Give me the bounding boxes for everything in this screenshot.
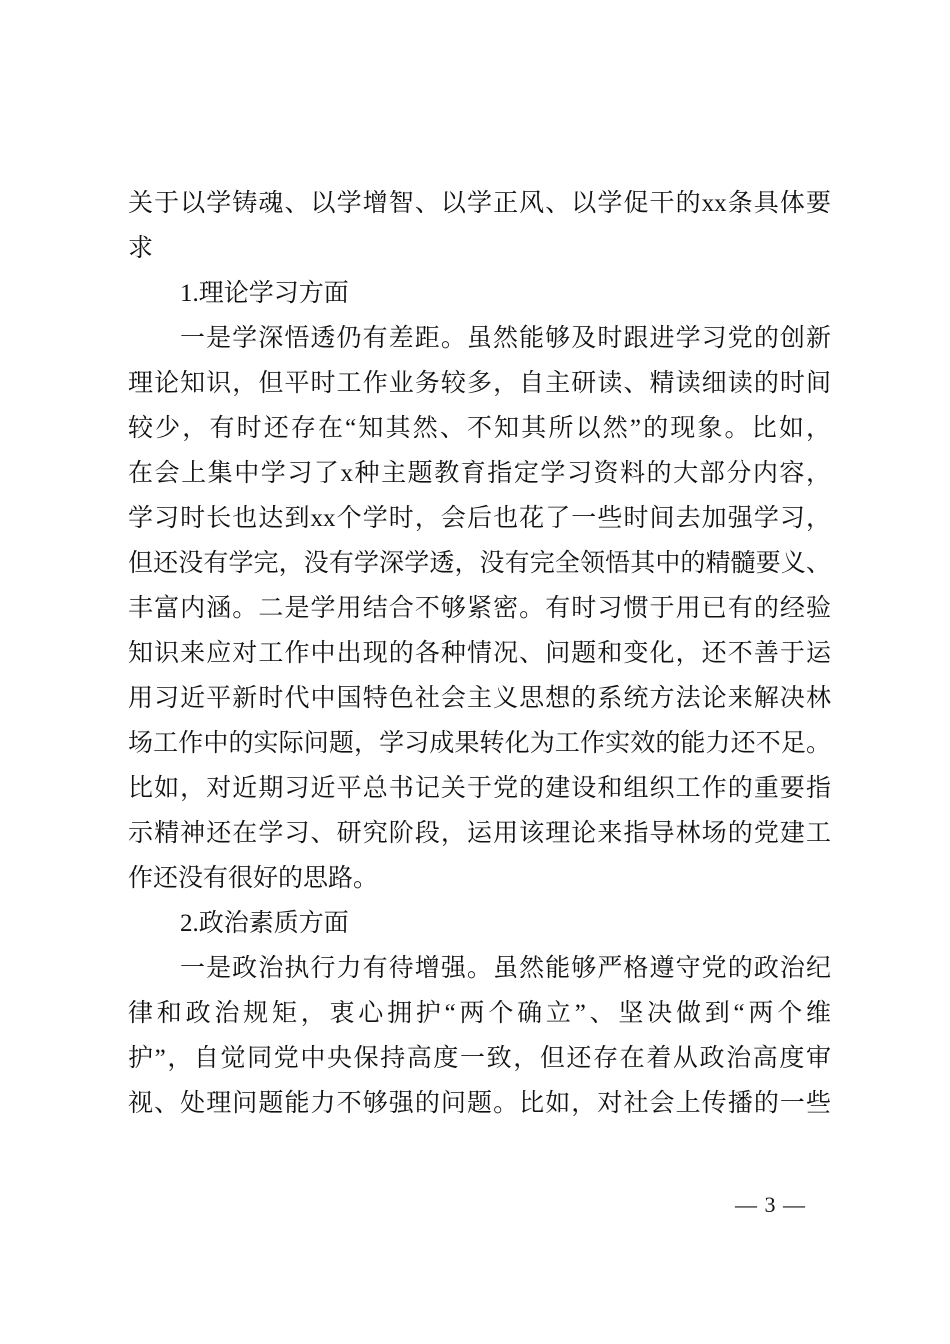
title-line: 关于以学铸魂、以学增智、以学正风、以学促干的xx条具体要	[128, 190, 831, 217]
paragraph-line: 一是学深悟透仍有差距。虽然能够及时跟进学习党的创新	[180, 325, 831, 352]
paragraph-line: 学习时长也达到xx个学时，会后也花了一些时间去加强学习，	[128, 505, 831, 532]
paragraph-line: 但还没有学完，没有学深学透，没有完全领悟其中的精髓要义、	[128, 550, 831, 577]
paragraph-line: 护”，自觉同党中央保持高度一致，但还存在着从政治高度审	[128, 1045, 831, 1072]
paragraph-line: 知识来应对工作中出现的各种情况、问题和变化，还不善于运	[128, 640, 831, 667]
title-line: 求	[128, 235, 154, 262]
paragraph-line: 较少，有时还存在“知其然、不知其所以然”的现象。比如，	[128, 415, 831, 442]
paragraph-line: 理论知识，但平时工作业务较多，自主研读、精读细读的时间	[128, 370, 831, 397]
paragraph-line: 示精神还在学习、研究阶段，运用该理论来指导林场的党建工	[128, 820, 831, 847]
paragraph-line: 在会上集中学习了x种主题教育指定学习资料的大部分内容，	[128, 460, 831, 487]
section-heading: 1.理论学习方面	[180, 280, 349, 307]
page-number: — 3 —	[735, 1192, 806, 1217]
paragraph-line: 丰富内涵。二是学用结合不够紧密。有时习惯于用已有的经验	[128, 595, 831, 622]
paragraph-line: 一是政治执行力有待增强。虽然能够严格遵守党的政治纪	[180, 955, 831, 982]
paragraph-line: 比如，对近期习近平总书记关于党的建设和组织工作的重要指	[128, 775, 831, 802]
paragraph-line: 律和政治规矩，衷心拥护“两个确立”、坚决做到“两个维	[128, 1000, 831, 1027]
paragraph-line: 作还没有很好的思路。	[128, 865, 379, 892]
paragraph-line: 视、处理问题能力不够强的问题。比如，对社会上传播的一些	[128, 1090, 831, 1117]
paragraph-line: 场工作中的实际问题，学习成果转化为工作实效的能力还不足。	[128, 730, 831, 757]
paragraph-line: 用习近平新时代中国特色社会主义思想的系统方法论来解决林	[128, 685, 831, 712]
section-heading: 2.政治素质方面	[180, 910, 349, 937]
document-body	[128, 181, 831, 1126]
